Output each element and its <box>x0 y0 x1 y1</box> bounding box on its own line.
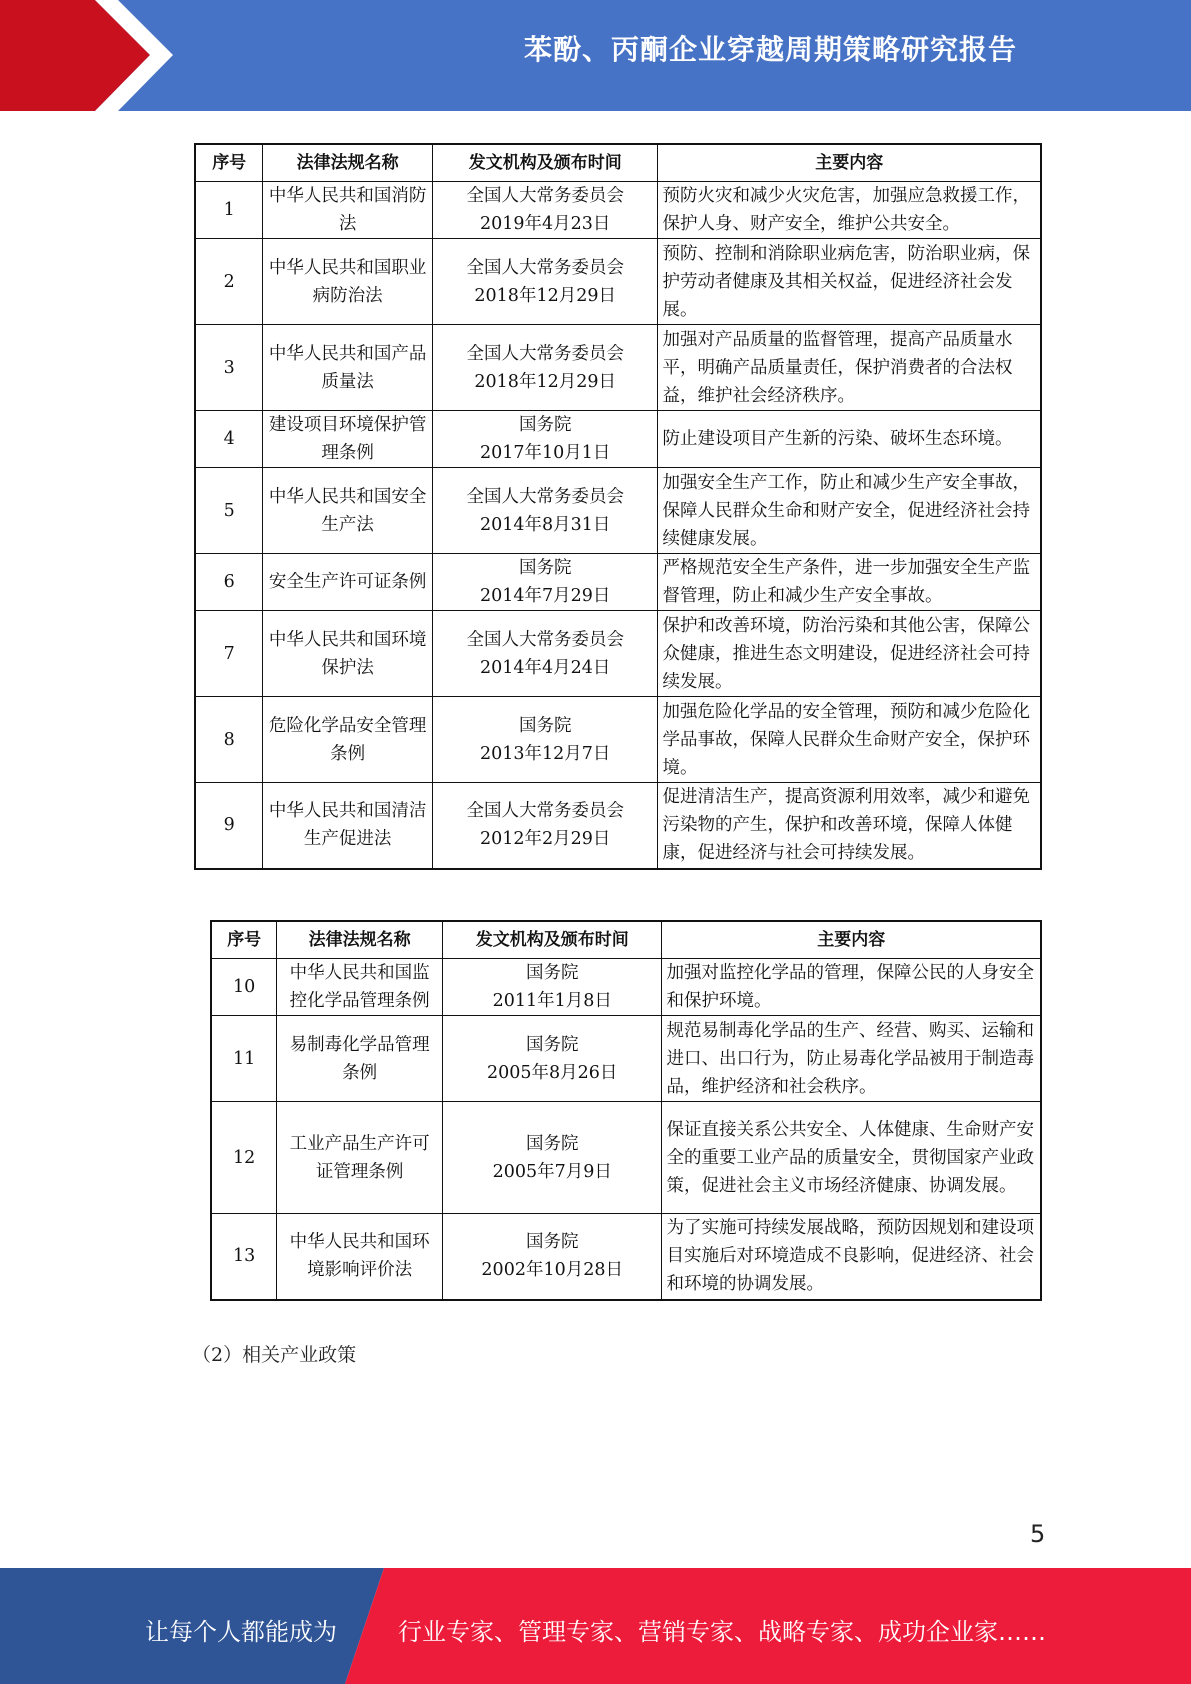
footer-slogan-right: 行业专家、管理专家、营销专家、战略专家、成功企业家…… <box>398 1618 1046 1646</box>
issue-date: 2011年1月8日 <box>492 991 612 1011</box>
table-row <box>211 1016 1041 1102</box>
issuing-agency: 全国人大常务委员会 <box>466 801 624 822</box>
issue-date: 2018年12月29日 <box>474 285 616 306</box>
cell-agency-date <box>432 554 658 611</box>
cell-main-content: 防止建设项目产生新的污染、破坏生态环境。 <box>658 411 1041 468</box>
issuing-agency: 国务院 <box>525 1034 579 1055</box>
cell-agency-date <box>432 411 658 468</box>
table-row <box>195 325 1041 411</box>
report-title: 苯酚、丙酮企业穿越周期策略研究报告 <box>523 33 1017 66</box>
cell-no: 1 <box>195 182 263 239</box>
issuing-agency: 国务院 <box>525 963 579 983</box>
col-header-no: 序号 <box>195 144 263 182</box>
cell-regulation-name: 安全生产许可证条例 <box>263 554 433 611</box>
issuing-agency: 国务院 <box>518 558 572 578</box>
col-header-agency: 发文机构及颁布时间 <box>432 144 658 182</box>
cell-regulation-name: 中华人民共和国安全生产法 <box>263 468 433 554</box>
cell-main-content: 加强对监控化学品的管理，保障公民的人身安全和保护环境。 <box>662 959 1041 1016</box>
page-number: 5 <box>1030 1520 1046 1548</box>
regulations-table-2 <box>210 920 1042 1301</box>
table-row <box>195 697 1041 783</box>
issuing-agency: 全国人大常务委员会 <box>466 343 624 364</box>
cell-regulation-name: 工业产品生产许可证管理条例 <box>277 1102 443 1214</box>
table-row <box>195 611 1041 697</box>
cell-agency-date <box>432 239 658 325</box>
cell-agency-date <box>442 1214 662 1300</box>
cell-main-content: 保证直接关系公共安全、人体健康、生命财产安全的重要工业产品的质量安全，贯彻国家产业政策，促进社会主义市场经济健康、协调发展。 <box>662 1102 1041 1214</box>
issue-date: 2018年12月29日 <box>474 371 616 392</box>
issuing-agency: 全国人大常务委员会 <box>466 486 624 507</box>
issue-date: 2019年4月23日 <box>479 214 611 234</box>
cell-agency-date <box>432 611 658 697</box>
cell-agency-date <box>442 1102 662 1214</box>
cell-main-content: 预防火灾和减少火灾危害，加强应急救援工作，保护人身、财产安全，维护公共安全。 <box>658 182 1041 239</box>
cell-regulation-name: 中华人民共和国环境保护法 <box>263 611 433 697</box>
page-footer <box>0 1568 1191 1684</box>
cell-main-content: 规范易制毒化学品的生产、经营、购买、运输和进口、出口行为，防止易毒化学品被用于制造毒品，维护经济和社会秩序。 <box>662 1016 1041 1102</box>
footer-slogan-left: 让每个人都能成为 <box>145 1618 337 1646</box>
cell-regulation-name: 易制毒化学品管理条例 <box>277 1016 443 1102</box>
cell-agency-date <box>442 959 662 1016</box>
page-header <box>0 0 1191 111</box>
cell-agency-date <box>432 468 658 554</box>
cell-regulation-name: 建设项目环境保护管理条例 <box>263 411 433 468</box>
cell-no: 12 <box>211 1102 277 1214</box>
cell-no: 13 <box>211 1214 277 1300</box>
cell-regulation-name: 中华人民共和国环境影响评价法 <box>277 1214 443 1300</box>
cell-no: 5 <box>195 468 263 554</box>
cell-no: 2 <box>195 239 263 325</box>
table-header-row <box>211 921 1041 959</box>
cell-no: 8 <box>195 697 263 783</box>
cell-no: 10 <box>211 959 277 1016</box>
issuing-agency: 国务院 <box>518 415 572 435</box>
cell-no: 11 <box>211 1016 277 1102</box>
section-heading-industry-policy: （2）相关产业政策 <box>192 1344 357 1366</box>
issue-date: 2005年7月9日 <box>492 1161 612 1182</box>
col-header-no: 序号 <box>211 921 277 959</box>
cell-agency-date <box>432 182 658 239</box>
cell-main-content: 严格规范安全生产条件，进一步加强安全生产监督管理，防止和减少生产安全事故。 <box>658 554 1041 611</box>
issue-date: 2002年10月28日 <box>481 1260 623 1281</box>
issue-date: 2013年12月7日 <box>479 743 611 764</box>
cell-agency-date <box>432 697 658 783</box>
cell-regulation-name: 中华人民共和国产品质量法 <box>263 325 433 411</box>
table-row <box>211 959 1041 1016</box>
table-row <box>195 411 1041 468</box>
cell-regulation-name: 危险化学品安全管理条例 <box>263 697 433 783</box>
cell-main-content: 预防、控制和消除职业病危害，防治职业病，保护劳动者健康及其相关权益，促进经济社会发展。 <box>658 239 1041 325</box>
table-header-row <box>195 144 1041 182</box>
cell-main-content: 为了实施可持续发展战略，预防因规划和建设项目实施后对环境造成不良影响，促进经济、社会和环境的协调发展。 <box>662 1214 1041 1300</box>
issuing-agency: 全国人大常务委员会 <box>466 629 624 650</box>
cell-agency-date <box>432 325 658 411</box>
issue-date: 2012年2月29日 <box>479 829 611 850</box>
issuing-agency: 国务院 <box>525 1232 579 1253</box>
issue-date: 2014年4月24日 <box>479 657 611 678</box>
cell-no: 7 <box>195 611 263 697</box>
col-header-agency: 发文机构及颁布时间 <box>442 921 662 959</box>
cell-regulation-name: 中华人民共和国职业病防治法 <box>263 239 433 325</box>
table-row <box>195 182 1041 239</box>
issue-date: 2014年8月31日 <box>479 514 611 535</box>
table-row <box>195 783 1041 869</box>
cell-regulation-name: 中华人民共和国监控化学品管理条例 <box>277 959 443 1016</box>
table-row <box>195 468 1041 554</box>
issuing-agency: 全国人大常务委员会 <box>466 257 624 278</box>
table-row <box>211 1102 1041 1214</box>
regulations-table-1 <box>194 143 1042 870</box>
cell-main-content: 保护和改善环境，防治污染和其他公害，保障公众健康，推进生态文明建设，促进经济社会可持续发展。 <box>658 611 1041 697</box>
cell-agency-date <box>442 1016 662 1102</box>
cell-no: 4 <box>195 411 263 468</box>
issue-date: 2017年10月1日 <box>479 443 611 463</box>
col-header-name: 法律法规名称 <box>263 144 433 182</box>
issuing-agency: 全国人大常务委员会 <box>466 186 624 206</box>
cell-main-content: 加强危险化学品的安全管理，预防和减少危险化学品事故，保障人民群众生命财产安全，保护环境。 <box>658 697 1041 783</box>
table-row <box>211 1214 1041 1300</box>
cell-no: 9 <box>195 783 263 869</box>
table-row <box>195 239 1041 325</box>
cell-main-content: 加强安全生产工作，防止和减少生产安全事故，保障人民群众生命和财产安全，促进经济社会持续健康发展。 <box>658 468 1041 554</box>
col-header-content: 主要内容 <box>662 921 1041 959</box>
col-header-name: 法律法规名称 <box>277 921 443 959</box>
issue-date: 2014年7月29日 <box>479 586 611 606</box>
cell-no: 6 <box>195 554 263 611</box>
col-header-content: 主要内容 <box>658 144 1041 182</box>
cell-main-content: 促进清洁生产，提高资源利用效率，减少和避免污染物的产生，保护和改善环境，保障人体健康，促进经济与社会可持续发展。 <box>658 783 1041 869</box>
cell-regulation-name: 中华人民共和国消防法 <box>263 182 433 239</box>
issuing-agency: 国务院 <box>525 1133 579 1154</box>
cell-main-content: 加强对产品质量的监督管理，提高产品质量水平，明确产品质量责任，保护消费者的合法权益，维护社会经济秩序。 <box>658 325 1041 411</box>
cell-regulation-name: 中华人民共和国清洁生产促进法 <box>263 783 433 869</box>
issue-date: 2005年8月26日 <box>486 1062 618 1083</box>
cell-no: 3 <box>195 325 263 411</box>
cell-agency-date <box>432 783 658 869</box>
issuing-agency: 国务院 <box>518 715 572 736</box>
table-row <box>195 554 1041 611</box>
